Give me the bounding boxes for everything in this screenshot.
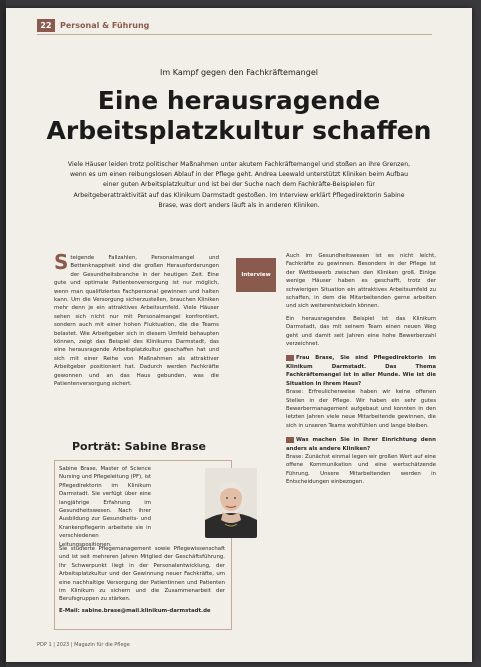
interview-badge: Interview [236,258,276,292]
question-2 [286,436,436,453]
portrait-photo-illustration [205,468,257,538]
right-column [286,252,436,487]
article-kicker: Im Kampf gegen den Fachkräftemangel [160,68,318,77]
question-icon [286,355,294,361]
header-rule [37,34,432,35]
portrait-intro-text: Sabine Brase, Master of Science Nursing und Pflegeleitung (PF), ist Pflegedirektorin im Klinikum Darmstadt. Sie verfügt über eine langjährige Erfahrung im Gesundheitswesen. Nach ihrer Ausbildung zur Gesundheits- und Krankenpflegerin arbeitete sie in verschiedenen Leitungspositionen. [59,466,151,548]
right-column-paragraph-1: Auch im Gesundheitswesen ist es nicht leicht, Fachkräfte zu gewinnen. Besonders in der Pflege ist der Wettbewerb zwischen den Kliniken groß. Einige wenige Häuser haben es geschafft, trotz der schwierigen Situation ein attraktives Arbeitsumfeld zu schaffen, in dem die Mitarbeitenden gerne arbeiten und sich weiterentwickeln können. [286,253,436,310]
question-1 [286,354,436,388]
portrait-intro [59,465,151,549]
left-column [54,250,219,389]
page-footer: PDP 1 | 2023 | Magazin für die Pflege [37,642,130,648]
question-2-text: Was machen Sie in Ihrer Einrichtung denn anders als andere Kliniken? [286,437,436,452]
answer-1: Brase: Erfreulicherweise haben wir keine offenen Stellen in der Pflege. Wir haben ein sehr gutes Bewerbermanagement aufgebaut und konnten in den letzten Jahren viele neue Mitarbeitende gewinnen, die sich in unseren Teams wohlfühlen und lange bleiben. [286,389,436,429]
magazine-page [6,8,472,662]
question-1-text: Frau Brase, Sie sind Pflegedirektorin im Klinikum Darmstadt. Das Thema Fachkräftemangel ist in aller Munde. Wie ist die Situation in Ihrem Haus? [286,355,436,387]
article-lead: Viele Häuser leiden trotz politischer Maßnahmen unter akutem Fachkräftemangel und stoßen an ihre Grenzen, wenn es um einen reibungslosen Ablauf in der Pflege geht. Andrea Leewald unterstützt Kliniken beim Aufbau einer guten Arbeitsplatzkultur und ist bei der Suche nach dem Fachkräfte-Beispielen für Arbeitgeberattraktivität auf das Klinikum Darmstadt gestoßen. Im Interview erklärt Pflegedirektorin Sabine Brase, was dort anders läuft als in anderen Kliniken. [67,161,411,209]
portrait-photo [205,468,257,538]
portrait-body [59,545,225,615]
right-column-paragraph-2: Ein herausragendes Beispiel ist das Klinikum Darmstadt, das mit seinem Team einen neuen Weg geht und damit seit Jahren eine hohe Bewerberzahl verzeichnet. [286,315,436,348]
left-column-text: Steigende Fallzahlen, Personalmangel und Bettenknappheit sind die großen Herausforderungen der Gesundheitsbranche in der heutigen Zeit. Eine gute und optimale Patientenversorgung ist nur möglich, wenn man qualifiziertes Fachpersonal gewinnen und halten kann. Um die Versorgung sicherzustellen, brauchen Kliniken mehr denn je ein attraktives Arbeitsumfeld. Viele Häuser sehen sich nicht nur mit Personalmangel konfrontiert, sondern auch mit einer hohen Fluktuation, die die Teams belastet. Wie Arbeitgeber sich in diesem Umfeld behaupten können, zeigt das Beispiel des Klinikums Darmstadt, das eine herausragende Arbeitsplatzkultur geschaffen hat und sich mit einer Reihe von Maßnahmen als attraktiver Arbeitgeber positioniert hat. Dadurch werden Fachkräfte gewonnen und an das Haus gebunden, was die Patientenversorgung sichert. [54,250,219,388]
portrait-box [54,460,232,630]
answer-2: Brase: Zunächst einmal legen wir großen Wert auf eine offene Kommunikation und eine wertschätzende Führung. Unsere Mitarbeitenden werden in Entscheidungen einbezogen. [286,453,436,486]
title-line-1: Eine herausragende [97,86,381,115]
question-icon [286,437,294,443]
title-line-2: Arbeitsplatzkultur schaffen [46,116,432,145]
section-label: Personal & Führung [60,21,150,30]
portrait-body-text: Sie studierte Pflegemanagement sowie Pflegewissenschaft und ist seit mehreren Jahren Mitglied der Geschäftsführung. Ihr Schwerpunkt liegt in der Personalentwicklung, der Arbeitsplatzkultur und der Gewinnung neuer Fachkräfte, um eine nachhaltige Versorgung der Patientinnen und Patienten im Klinikum zu sichern und die Zusammenarbeit der Berufsgruppen zu stärken. [59,546,225,603]
portrait-email: E-Mail: sabine.brase@mail.klinikum-darmstadt.de [59,607,211,614]
portrait-title: Porträt: Sabine Brase [72,440,206,453]
article-title [26,86,452,146]
page-number: 22 [37,19,55,32]
